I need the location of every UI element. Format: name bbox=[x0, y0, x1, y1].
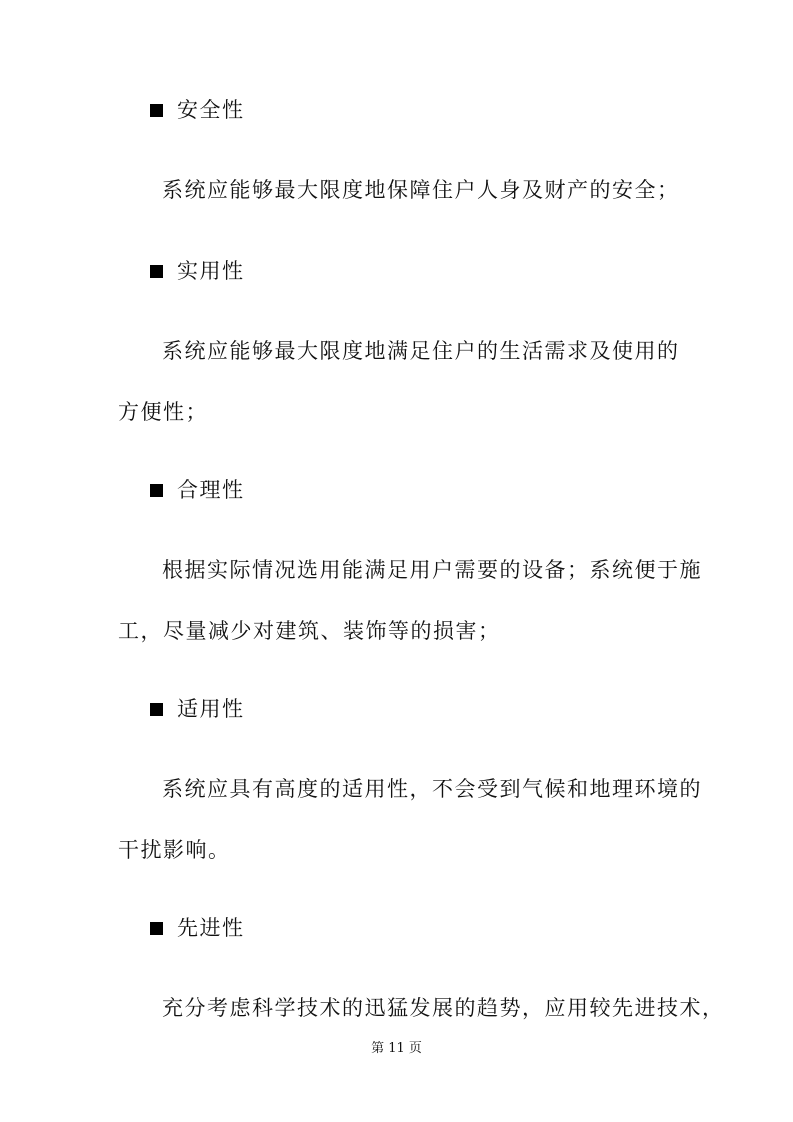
section-heading-advancement bbox=[150, 914, 245, 942]
paragraph-line: 充分考虑科学技术的迅猛发展的趋势，应用较先进技术， bbox=[162, 996, 725, 1020]
square-bullet-icon bbox=[150, 104, 163, 117]
paragraph-line: 方便性； bbox=[118, 400, 208, 424]
square-bullet-icon bbox=[150, 703, 163, 716]
section-heading-applicability bbox=[150, 695, 245, 723]
section-heading-text: 安全性 bbox=[177, 98, 245, 122]
section-heading-practicality bbox=[150, 257, 245, 285]
page-number: 第 11 页 bbox=[371, 1041, 422, 1056]
square-bullet-icon bbox=[150, 265, 163, 278]
square-bullet-icon bbox=[150, 922, 163, 935]
section-heading-text: 先进性 bbox=[177, 916, 245, 940]
section-heading-rationality bbox=[150, 476, 245, 504]
paragraph-line: 干扰影响。 bbox=[118, 838, 231, 862]
section-heading-text: 适用性 bbox=[177, 697, 245, 721]
paragraph-line: 根据实际情况选用能满足用户需要的设备；系统便于施 bbox=[162, 558, 702, 582]
section-heading-text: 合理性 bbox=[177, 478, 245, 502]
section-heading-safety bbox=[150, 96, 245, 124]
paragraph-line: 系统应能够最大限度地保障住户人身及财产的安全； bbox=[162, 178, 680, 202]
paragraph-line: 工，尽量减少对建筑、装饰等的损害； bbox=[118, 619, 501, 643]
square-bullet-icon bbox=[150, 484, 163, 497]
paragraph-line: 系统应能够最大限度地满足住户的生活需求及使用的 bbox=[162, 339, 680, 363]
paragraph-line: 系统应具有高度的适用性，不会受到气候和地理环境的 bbox=[162, 777, 702, 801]
section-heading-text: 实用性 bbox=[177, 259, 245, 283]
